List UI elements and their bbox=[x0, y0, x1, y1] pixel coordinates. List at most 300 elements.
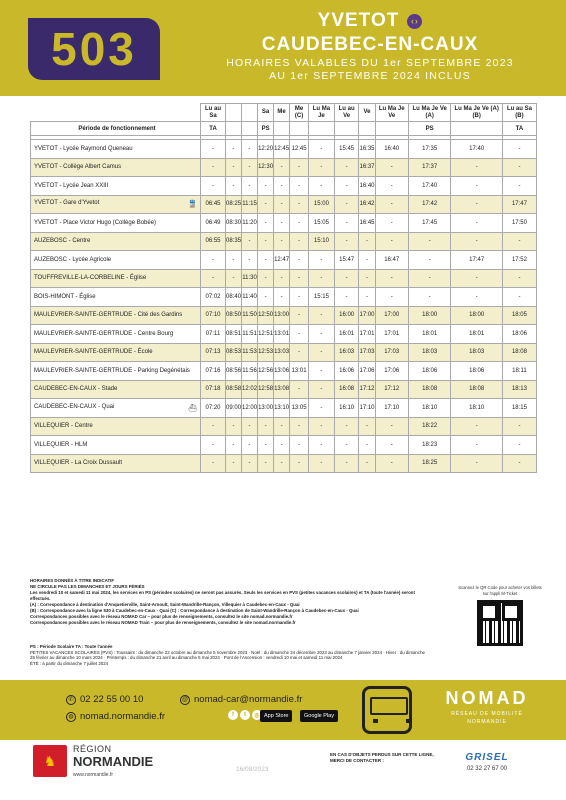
time-cell: - bbox=[258, 454, 274, 473]
time-cell: 17:01 bbox=[375, 325, 408, 344]
time-cell: - bbox=[226, 454, 242, 473]
time-cell: - bbox=[309, 325, 335, 344]
time-cell: - bbox=[258, 195, 274, 214]
stop-name-cell bbox=[31, 195, 201, 214]
table-row bbox=[31, 399, 537, 418]
email-icon: @ bbox=[181, 696, 189, 703]
period-cell-6 bbox=[309, 122, 335, 136]
time-cell: - bbox=[375, 232, 408, 251]
normandie-lions-icon: ♞ bbox=[33, 745, 67, 777]
stop-name: YVETOT - Lycée Jean XXIII bbox=[34, 182, 109, 189]
time-cell: 16:40 bbox=[359, 177, 375, 196]
time-cell: - bbox=[258, 269, 274, 288]
period-cell-9 bbox=[375, 122, 408, 136]
time-cell: 12:20 bbox=[258, 140, 274, 159]
document-date: 16/08/2023 bbox=[236, 766, 269, 773]
timetable bbox=[30, 103, 537, 473]
time-cell: - bbox=[334, 214, 359, 233]
time-cell: 18:23 bbox=[408, 436, 450, 455]
time-cell: - bbox=[375, 214, 408, 233]
stop-name-cell bbox=[31, 269, 201, 288]
time-cell: 08:35 bbox=[226, 232, 242, 251]
time-cell: 11:20 bbox=[242, 214, 258, 233]
day-header-4: Me bbox=[274, 104, 290, 122]
note-train: Correspondances possibles avec le réseau NOMAD Train – pour plus de renseignements, consultez le site nomad.normandie.fr bbox=[30, 620, 296, 625]
time-cell: - bbox=[502, 177, 536, 196]
time-cell: - bbox=[290, 454, 309, 473]
time-cell: - bbox=[375, 417, 408, 436]
grisel-logo: GRISEL bbox=[465, 752, 509, 763]
time-cell: - bbox=[334, 195, 359, 214]
periods-ps-ta: PS : Période Scolaire TA : Toute l'année bbox=[30, 644, 113, 649]
destination-1-row bbox=[190, 10, 550, 32]
stop-name: MAULEVRIER-SAINTE-GERTRUDE - École bbox=[34, 349, 153, 356]
time-cell: - bbox=[502, 232, 536, 251]
time-cell: 18:10 bbox=[451, 399, 502, 418]
nomad-logo-text: NOMAD bbox=[445, 688, 529, 708]
time-cell: - bbox=[502, 140, 536, 159]
destination-1: YVETOT bbox=[317, 10, 400, 31]
time-cell: - bbox=[274, 177, 290, 196]
time-cell: 08:50 bbox=[226, 306, 242, 325]
time-cell: - bbox=[334, 288, 359, 307]
time-cell: - bbox=[258, 288, 274, 307]
time-cell: - bbox=[309, 362, 335, 381]
email-address: nomad-car@normandie.fr bbox=[194, 694, 303, 705]
time-cell: - bbox=[309, 269, 335, 288]
time-cell: 12:30 bbox=[258, 158, 274, 177]
days-header-empty bbox=[31, 104, 201, 122]
time-cell: - bbox=[290, 417, 309, 436]
time-cell: 18:03 bbox=[408, 343, 450, 362]
time-cell: 08:25 bbox=[226, 195, 242, 214]
time-cell: - bbox=[408, 251, 450, 270]
time-cell: 16:42 bbox=[359, 195, 375, 214]
time-cell: - bbox=[242, 232, 258, 251]
time-cell: 13:10 bbox=[274, 399, 290, 418]
period-cell-5 bbox=[290, 122, 309, 136]
time-cell: - bbox=[309, 158, 335, 177]
stop-name-cell bbox=[31, 177, 201, 196]
time-cell: - bbox=[375, 177, 408, 196]
time-cell: 12:00 bbox=[242, 399, 258, 418]
time-cell: - bbox=[309, 454, 335, 473]
time-cell: 17:40 bbox=[408, 177, 450, 196]
time-cell: - bbox=[258, 177, 274, 196]
time-cell: - bbox=[451, 158, 502, 177]
time-cell: 15:45 bbox=[334, 140, 359, 159]
time-cell: - bbox=[359, 454, 375, 473]
time-cell: - bbox=[290, 436, 309, 455]
region-normandie-logo bbox=[33, 744, 153, 778]
time-cell: 13:05 bbox=[290, 399, 309, 418]
time-cell: - bbox=[242, 140, 258, 159]
period-cell-2 bbox=[242, 122, 258, 136]
email-contact[interactable] bbox=[180, 694, 302, 705]
time-cell: 06:55 bbox=[201, 232, 226, 251]
time-cell: 12:51 bbox=[258, 325, 274, 344]
day-header-0: Lu au Sa bbox=[201, 104, 226, 122]
time-cell: - bbox=[502, 269, 536, 288]
time-cell: 09:00 bbox=[226, 399, 242, 418]
stop-name: VILLEQUIER - La Croix Dussault bbox=[34, 460, 123, 467]
time-cell: 13:03 bbox=[274, 343, 290, 362]
time-cell: - bbox=[274, 454, 290, 473]
day-header-9: Lu Ma Je Ve bbox=[375, 104, 408, 122]
grisel-phone[interactable]: 02 32 27 67 00 bbox=[466, 766, 508, 772]
table-row bbox=[31, 214, 537, 233]
time-cell: 17:52 bbox=[502, 251, 536, 270]
note-may: Les vendredi 10 et samedi 11 mai 2024, les services en PS (périodes scolaires) ne seront pas assurés. Seuls les services en PVS (petites vacances scolaires) et TA (toute l'année) seront effectués. bbox=[30, 590, 415, 601]
stop-name-cell bbox=[31, 436, 201, 455]
time-cell: 18:05 bbox=[502, 306, 536, 325]
time-cell: 18:08 bbox=[408, 380, 450, 399]
timetable-header bbox=[0, 0, 566, 96]
time-cell: 17:47 bbox=[451, 251, 502, 270]
table-row bbox=[31, 232, 537, 251]
stop-name-cell bbox=[31, 399, 201, 418]
period-cell-7 bbox=[334, 122, 359, 136]
time-cell: 18:06 bbox=[502, 325, 536, 344]
notes-block bbox=[30, 578, 425, 626]
days-header-row bbox=[31, 104, 537, 122]
time-cell: - bbox=[309, 306, 335, 325]
time-cell: 07:16 bbox=[201, 362, 226, 381]
stop-name: YVETOT - Collège Albert Camus bbox=[34, 164, 122, 171]
period-row bbox=[31, 122, 537, 136]
time-cell: 07:18 bbox=[201, 380, 226, 399]
stop-name-cell bbox=[31, 140, 201, 159]
time-cell: - bbox=[309, 380, 335, 399]
destination-2: CAUDEBEC-EN-CAUX bbox=[261, 34, 479, 55]
google-play-badge[interactable] bbox=[300, 710, 338, 722]
stop-name: YVETOT - Gare d'Yvetot bbox=[34, 200, 100, 207]
table-row bbox=[31, 251, 537, 270]
qr-code-icon[interactable] bbox=[477, 600, 523, 646]
time-cell: - bbox=[309, 417, 335, 436]
time-cell: 13:01 bbox=[290, 362, 309, 381]
time-cell: 07:11 bbox=[201, 325, 226, 344]
bus-icon bbox=[362, 686, 412, 734]
stop-name: AUZEBOSC - Centre bbox=[34, 238, 91, 245]
time-cell: - bbox=[502, 158, 536, 177]
time-cell: - bbox=[290, 288, 309, 307]
time-cell: - bbox=[274, 436, 290, 455]
time-cell: - bbox=[274, 214, 290, 233]
time-cell: - bbox=[226, 158, 242, 177]
day-header-8: Ve bbox=[359, 104, 375, 122]
stop-name-cell bbox=[31, 251, 201, 270]
app-store-badge[interactable] bbox=[260, 710, 292, 722]
time-cell: - bbox=[334, 232, 359, 251]
time-cell: - bbox=[502, 454, 536, 473]
time-cell: - bbox=[290, 195, 309, 214]
time-cell: 18:06 bbox=[451, 362, 502, 381]
time-cell: - bbox=[375, 288, 408, 307]
qr-text: Scannez le QR Code pour acheter vos billets sur l'appli M-Ticket bbox=[458, 585, 542, 596]
time-cell: - bbox=[408, 288, 450, 307]
day-header-12: Lu au Sa (B) bbox=[502, 104, 536, 122]
stop-name-cell bbox=[31, 306, 201, 325]
time-cell: 15:00 bbox=[309, 195, 335, 214]
time-cell: 18:03 bbox=[451, 343, 502, 362]
time-cell: - bbox=[274, 269, 290, 288]
time-cell: 12:47 bbox=[274, 251, 290, 270]
time-cell: - bbox=[226, 177, 242, 196]
table-row bbox=[31, 177, 537, 196]
phone-number: 02 22 55 00 10 bbox=[80, 694, 144, 705]
time-cell: - bbox=[309, 399, 335, 418]
time-cell: 16:00 bbox=[334, 306, 359, 325]
period-cell-10: PS bbox=[408, 122, 450, 136]
time-cell: 15:47 bbox=[334, 251, 359, 270]
table-row bbox=[31, 195, 537, 214]
time-cell: - bbox=[274, 232, 290, 251]
time-cell: - bbox=[290, 343, 309, 362]
time-cell: 13:08 bbox=[274, 380, 290, 399]
period-cell-12: TA bbox=[502, 122, 536, 136]
validity-line-1: HORAIRES VALABLES DU 1er SEPTEMBRE 2023 bbox=[226, 57, 514, 69]
time-cell: - bbox=[274, 288, 290, 307]
lost-items-note bbox=[330, 752, 440, 764]
time-cell: - bbox=[375, 158, 408, 177]
website-contact[interactable] bbox=[66, 711, 165, 722]
time-cell: - bbox=[451, 417, 502, 436]
time-cell: 07:13 bbox=[201, 343, 226, 362]
time-cell: 13:00 bbox=[274, 306, 290, 325]
day-header-10: Lu Ma Je Ve (A) bbox=[408, 104, 450, 122]
time-cell: - bbox=[375, 454, 408, 473]
stop-name: YVETOT - Lycée Raymond Queneau bbox=[34, 145, 133, 152]
time-cell: 17:03 bbox=[359, 343, 375, 362]
time-cell: - bbox=[309, 177, 335, 196]
qr-block bbox=[455, 585, 545, 646]
time-cell: - bbox=[201, 454, 226, 473]
time-cell: - bbox=[290, 214, 309, 233]
phone-icon: ✆ bbox=[66, 695, 76, 705]
validity-line-2: AU 1er SEPTEMBRE 2024 INCLUS bbox=[269, 70, 471, 82]
time-cell: - bbox=[334, 158, 359, 177]
stop-name-cell bbox=[31, 288, 201, 307]
time-cell: - bbox=[375, 269, 408, 288]
note-b-c: (B) : Correspondance avec la ligne 530 à Caudebec-en-Caux - Quai (C) : Correspondance à destination de Saint-Wandrille-Rançon à Caudebec-en-Caux - Quai bbox=[30, 608, 359, 613]
period-cell-3: PS bbox=[258, 122, 274, 136]
period-cell-11 bbox=[451, 122, 502, 136]
swap-arrows-icon: ‹› bbox=[407, 14, 422, 29]
time-cell: 17:10 bbox=[375, 399, 408, 418]
time-cell: - bbox=[226, 269, 242, 288]
time-cell: 13:01 bbox=[274, 325, 290, 344]
time-cell: 16:47 bbox=[375, 251, 408, 270]
title-block bbox=[190, 10, 550, 82]
time-cell: 16:45 bbox=[359, 214, 375, 233]
time-cell: - bbox=[226, 140, 242, 159]
time-cell: 13:00 bbox=[258, 399, 274, 418]
stop-name-cell bbox=[31, 325, 201, 344]
time-cell: - bbox=[290, 177, 309, 196]
time-cell: - bbox=[309, 436, 335, 455]
time-cell: 17:47 bbox=[502, 195, 536, 214]
time-cell: - bbox=[309, 343, 335, 362]
line-number-badge bbox=[28, 18, 160, 80]
time-cell: 16:03 bbox=[334, 343, 359, 362]
time-cell: - bbox=[334, 436, 359, 455]
time-cell: - bbox=[242, 454, 258, 473]
stop-name: MAULEVRIER-SAINTE-GERTRUDE - Cité des Gardins bbox=[34, 312, 183, 319]
time-cell: - bbox=[258, 417, 274, 436]
stop-name: MAULEVRIER-SAINTE-GERTRUDE - Centre Bourg bbox=[34, 330, 174, 337]
table-row bbox=[31, 417, 537, 436]
time-cell: - bbox=[258, 251, 274, 270]
time-cell: - bbox=[274, 195, 290, 214]
stop-name-cell bbox=[31, 362, 201, 381]
time-cell: - bbox=[226, 436, 242, 455]
time-cell: 17:01 bbox=[359, 325, 375, 344]
time-cell: 12:50 bbox=[258, 306, 274, 325]
time-cell: 18:08 bbox=[451, 380, 502, 399]
region-site[interactable]: www.normandie.fr bbox=[73, 772, 114, 778]
nomad-subtitle: RÉSEAU DE MOBILITÉ bbox=[451, 711, 523, 717]
social-icons bbox=[228, 710, 262, 720]
period-cell-1 bbox=[226, 122, 242, 136]
time-cell: 18:06 bbox=[408, 362, 450, 381]
table-row bbox=[31, 343, 537, 362]
time-cell: 07:02 bbox=[201, 288, 226, 307]
period-cell-0: TA bbox=[201, 122, 226, 136]
time-cell: 11:50 bbox=[242, 306, 258, 325]
lost-items-line-1: EN CAS D'OBJETS PERDUS SUR CETTE LIGNE, bbox=[330, 752, 434, 757]
time-cell: 17:06 bbox=[375, 362, 408, 381]
boat-icon: ⛴ bbox=[188, 404, 197, 412]
time-cell: 18:01 bbox=[408, 325, 450, 344]
time-cell: 12:56 bbox=[258, 362, 274, 381]
time-cell: - bbox=[258, 232, 274, 251]
time-cell: - bbox=[242, 251, 258, 270]
time-cell: - bbox=[451, 214, 502, 233]
time-cell: - bbox=[375, 195, 408, 214]
stop-name-cell bbox=[31, 214, 201, 233]
time-cell: - bbox=[334, 417, 359, 436]
time-cell: - bbox=[359, 269, 375, 288]
time-cell: 18:15 bbox=[502, 399, 536, 418]
time-cell: 17:03 bbox=[375, 343, 408, 362]
stop-name: YVETOT - Place Victor Hugo (Collège Bobée) bbox=[34, 219, 157, 226]
time-cell: - bbox=[334, 454, 359, 473]
period-cell-4 bbox=[274, 122, 290, 136]
time-cell: 11:53 bbox=[242, 343, 258, 362]
time-cell: - bbox=[290, 325, 309, 344]
time-cell: 16:37 bbox=[359, 158, 375, 177]
time-cell: - bbox=[359, 417, 375, 436]
time-cell: 17:12 bbox=[375, 380, 408, 399]
time-cell: - bbox=[451, 232, 502, 251]
time-cell: 15:05 bbox=[309, 214, 335, 233]
time-cell: - bbox=[359, 436, 375, 455]
time-cell: - bbox=[201, 140, 226, 159]
time-cell: 17:10 bbox=[359, 399, 375, 418]
time-cell: - bbox=[242, 177, 258, 196]
table-row bbox=[31, 269, 537, 288]
time-cell: - bbox=[226, 251, 242, 270]
time-cell: 07:20 bbox=[201, 399, 226, 418]
time-cell: 18:00 bbox=[408, 306, 450, 325]
time-cell: 15:15 bbox=[309, 288, 335, 307]
table-row bbox=[31, 325, 537, 344]
google-play-label: Google Play bbox=[304, 713, 334, 719]
stop-name: CAUDEBEC-EN-CAUX - Quai bbox=[34, 403, 115, 410]
twitter-icon[interactable]: t bbox=[240, 710, 250, 720]
time-cell: 17:00 bbox=[375, 306, 408, 325]
stop-name-cell bbox=[31, 232, 201, 251]
stop-name-cell bbox=[31, 343, 201, 362]
phone-contact[interactable] bbox=[66, 694, 143, 705]
region-name: NORMANDIE bbox=[73, 754, 154, 769]
time-cell: - bbox=[290, 251, 309, 270]
website-url: nomad.normandie.fr bbox=[80, 711, 166, 722]
time-cell: - bbox=[451, 269, 502, 288]
time-cell: - bbox=[359, 288, 375, 307]
time-cell: 11:30 bbox=[242, 269, 258, 288]
time-cell: 12:45 bbox=[274, 140, 290, 159]
time-cell: 11:56 bbox=[242, 362, 258, 381]
table-row bbox=[31, 158, 537, 177]
time-cell: 17:50 bbox=[502, 214, 536, 233]
note-car: Correspondances possibles avec le réseau NOMAD Car – pour plus de renseignements, consultez le site nomad.normandie.fr bbox=[30, 614, 293, 619]
time-cell: 16:10 bbox=[334, 399, 359, 418]
time-cell: 08:51 bbox=[226, 325, 242, 344]
time-cell: - bbox=[290, 306, 309, 325]
stop-name: AUZEBOSC - Lycée Agricole bbox=[34, 256, 112, 263]
time-cell: - bbox=[408, 269, 450, 288]
app-store-label: App Store bbox=[264, 713, 289, 719]
table-row bbox=[31, 454, 537, 473]
time-cell: 08:53 bbox=[226, 343, 242, 362]
stop-name: VILLEQUIER - HLM bbox=[34, 441, 88, 448]
time-cell: 13:06 bbox=[274, 362, 290, 381]
nomad-subtitle-2: NORMANDIE bbox=[467, 719, 507, 725]
time-cell: - bbox=[201, 251, 226, 270]
instagram-icon[interactable]: ◎ bbox=[252, 710, 262, 720]
time-cell: - bbox=[274, 158, 290, 177]
time-cell: - bbox=[309, 140, 335, 159]
table-row bbox=[31, 288, 537, 307]
time-cell: 18:10 bbox=[408, 399, 450, 418]
time-cell: 18:00 bbox=[451, 306, 502, 325]
time-cell: 08:56 bbox=[226, 362, 242, 381]
time-cell: - bbox=[258, 214, 274, 233]
time-cell: 11:51 bbox=[242, 325, 258, 344]
day-header-5: Me (C) bbox=[290, 104, 309, 122]
stop-name: TOUFFREVILLE-LA-CORBELINE - Église bbox=[34, 275, 147, 282]
time-cell: - bbox=[290, 158, 309, 177]
facebook-icon[interactable]: f bbox=[228, 710, 238, 720]
time-cell: 16:01 bbox=[334, 325, 359, 344]
time-cell: - bbox=[290, 232, 309, 251]
time-cell: - bbox=[258, 436, 274, 455]
line-number: 503 bbox=[51, 23, 137, 75]
time-cell: 17:35 bbox=[408, 140, 450, 159]
table-row bbox=[31, 380, 537, 399]
time-cell: - bbox=[334, 269, 359, 288]
table-row bbox=[31, 306, 537, 325]
note-indicative: HORAIRES DONNÉS À TITRE INDICATIF bbox=[30, 578, 115, 583]
grisel-contact bbox=[452, 752, 522, 772]
time-cell: 08:40 bbox=[226, 288, 242, 307]
time-cell: 17:40 bbox=[451, 140, 502, 159]
region-text bbox=[73, 744, 153, 778]
time-cell: - bbox=[359, 232, 375, 251]
time-cell: 08:30 bbox=[226, 214, 242, 233]
